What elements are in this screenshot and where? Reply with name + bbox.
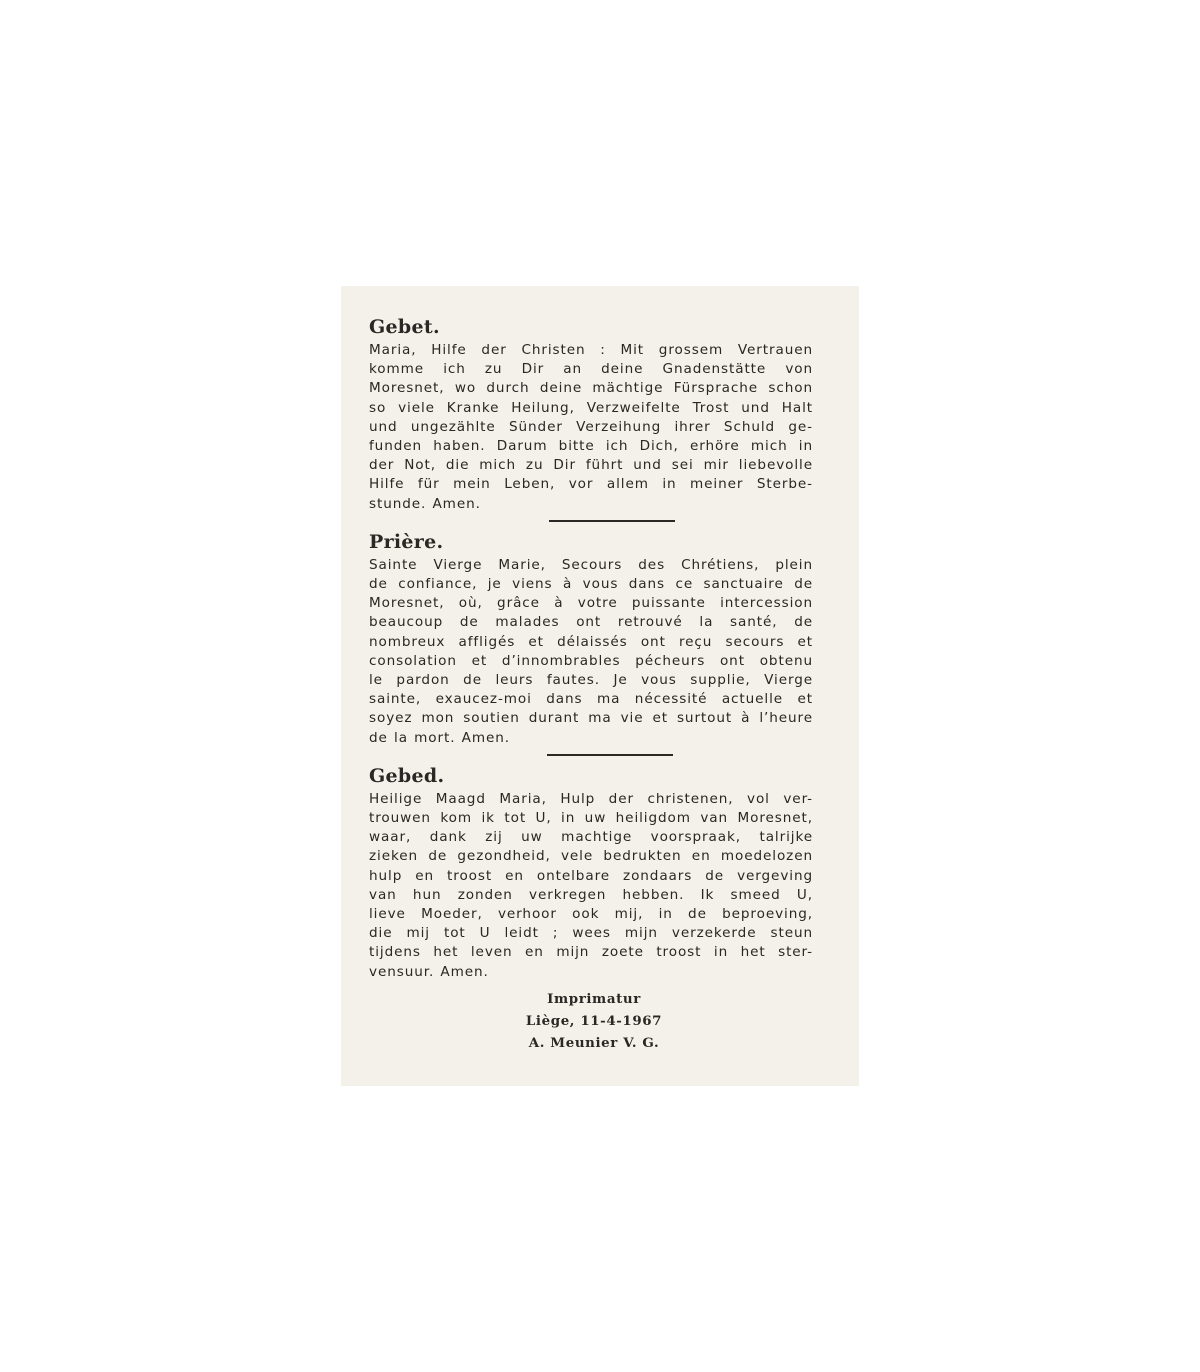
- text-line: soyez mon soutien durant ma vie et surtout à l’heure: [369, 710, 813, 727]
- divider-rule: [549, 520, 675, 522]
- imprimatur-label: Imprimatur: [547, 990, 641, 1007]
- divider-rule: [547, 754, 673, 756]
- text-line: Moresnet, wo durch deine mächtige Fürsprache schon: [369, 380, 813, 397]
- text-line: van hun zonden verkregen hebben. Ik smeed U,: [369, 886, 813, 903]
- section-gebet: [369, 316, 813, 514]
- text-line: komme ich zu Dir an deine Gnadenstätte von: [369, 361, 813, 378]
- text-line: Sainte Vierge Marie, Secours des Chrétiens, plein: [369, 556, 813, 573]
- text-line: funden haben. Darum bitte ich Dich, erhöre mich in: [369, 438, 813, 455]
- text-line: und ungezählte Sünder Verzeihung ihrer Schuld ge-: [369, 418, 813, 435]
- text-line: sainte, exaucez-moi dans ma nécessité actuelle et: [369, 691, 813, 708]
- text-line: de confiance, je viens à vous dans ce sanctuaire de: [369, 576, 813, 593]
- prayer-text-german: [369, 341, 813, 514]
- section-title-french: Prière.: [369, 530, 444, 553]
- text-line: stunde. Amen.: [369, 495, 481, 512]
- section-title-german: Gebet.: [369, 316, 440, 338]
- text-line: nombreux affligés et délaissés ont reçu secours et: [369, 633, 813, 650]
- section-title-dutch: Gebed.: [369, 764, 445, 787]
- text-line: Maria, Hilfe der Christen : Mit grossem Vertrauen: [369, 342, 813, 358]
- section-priere: [369, 531, 813, 748]
- text-line: de la mort. Amen.: [369, 729, 511, 746]
- signatory: A. Meunier V. G.: [528, 1034, 660, 1051]
- place-date: Liège, 11-4-1967: [525, 1012, 663, 1029]
- text-line: beaucoup de malades ont retrouvé la santé, de: [369, 614, 813, 631]
- text-line: hulp en troost en ontelbare zondaars de vergeving: [369, 867, 813, 884]
- prayer-card: [341, 286, 859, 1086]
- prayer-text-dutch: [369, 790, 813, 982]
- text-line: lieve Moeder, verhoor ook mij, in de beproeving,: [369, 906, 813, 923]
- imprimatur-block: [369, 988, 813, 1054]
- text-line: consolation et d’innombrables pécheurs ont obtenu: [369, 652, 813, 669]
- text-line: Moresnet, où, grâce à votre puissante intercession: [369, 595, 813, 612]
- text-line: die mij tot U leidt ; wees mijn verzekerde steun: [369, 925, 813, 942]
- prayer-text-french: [369, 556, 813, 748]
- text-line: Hilfe für mein Leben, vor allem in meiner Sterbe-: [369, 476, 813, 493]
- text-line: trouwen kom ik tot U, in uw heiligdom van Moresnet,: [369, 810, 813, 827]
- text-line: tijdens het leven en mijn zoete troost in het ster-: [369, 944, 813, 961]
- text-line: Heilige Maagd Maria, Hulp der christenen, vol ver-: [369, 790, 813, 807]
- text-line: vensuur. Amen.: [369, 963, 489, 980]
- text-line: le pardon de leurs fautes. Je vous supplie, Vierge: [369, 672, 813, 689]
- section-gebed: [369, 765, 813, 982]
- text-line: der Not, die mich zu Dir führt und sei mir liebevolle: [369, 457, 813, 474]
- text-line: waar, dank zij uw machtige voorspraak, talrijke: [369, 829, 813, 846]
- text-line: so viele Kranke Heilung, Verzweifelte Trost und Halt: [369, 399, 813, 416]
- text-line: zieken de gezondheid, vele bedrukten en moedelozen: [369, 848, 813, 865]
